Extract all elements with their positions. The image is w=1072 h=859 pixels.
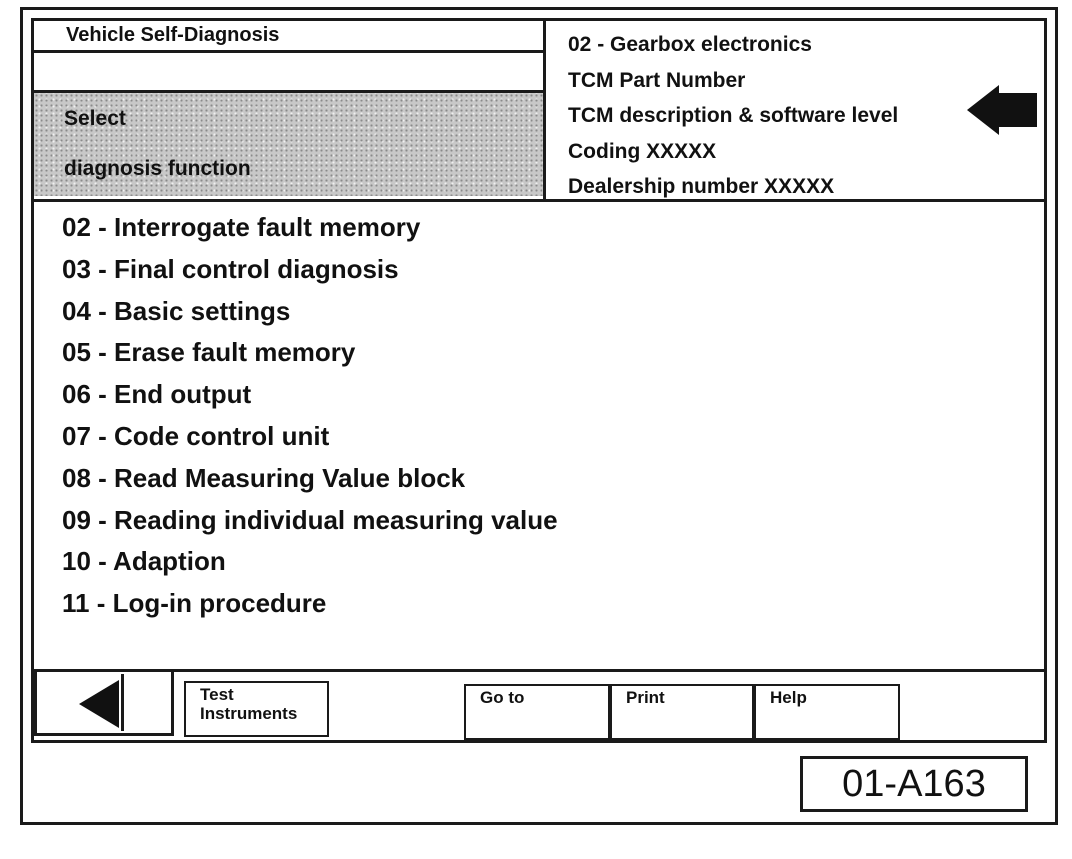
menu-item-11[interactable]: 11 - Log-in procedure (62, 588, 327, 619)
diagnosis-function-list (62, 207, 962, 625)
info-coding: Coding XXXXX (568, 139, 717, 163)
figure-code: 01-A163 (800, 756, 1028, 812)
menu-item-05[interactable]: 05 - Erase fault memory (62, 337, 356, 368)
diagnosis-screen (31, 18, 1047, 743)
back-button[interactable] (34, 669, 174, 736)
test-instruments-button[interactable] (184, 681, 329, 737)
menu-item-04[interactable]: 04 - Basic settings (62, 295, 291, 326)
info-part-number: TCM Part Number (568, 68, 746, 92)
back-arrow-icon (79, 680, 119, 728)
menu-item-03[interactable]: 03 - Final control diagnosis (62, 253, 399, 284)
left-pointing-arrow-icon (967, 85, 1037, 135)
info-gearbox: 02 - Gearbox electronics (568, 33, 812, 56)
menu-item-08[interactable]: 08 - Read Measuring Value block (62, 462, 466, 493)
menu-item-10[interactable]: 10 - Adaption (62, 546, 226, 577)
menu-item-09[interactable]: 09 - Reading individual measuring value (62, 504, 558, 535)
select-prompt-line1: Select (64, 107, 126, 130)
select-prompt (34, 93, 543, 196)
back-button-divider (121, 674, 124, 731)
header-left-panel (34, 21, 546, 199)
print-button[interactable]: Print (610, 684, 754, 740)
info-dealership: Dealership number XXXXX (568, 175, 835, 198)
button-bar-divider (34, 669, 1044, 672)
screen-title: Vehicle Self-Diagnosis (34, 21, 543, 53)
menu-item-07[interactable]: 07 - Code control unit (62, 420, 330, 451)
go-to-button[interactable]: Go to (464, 684, 610, 740)
menu-item-02[interactable]: 02 - Interrogate fault memory (62, 212, 421, 242)
select-prompt-line2: diagnosis function (64, 157, 251, 180)
blank-field (34, 53, 543, 93)
test-instruments-line2: Instruments (200, 704, 298, 723)
help-button[interactable]: Help (754, 684, 900, 740)
header-divider (34, 199, 1044, 202)
menu-item-06[interactable]: 06 - End output (62, 379, 252, 410)
test-instruments-line1: Test (200, 685, 234, 704)
info-description: TCM description & software level (568, 104, 899, 127)
